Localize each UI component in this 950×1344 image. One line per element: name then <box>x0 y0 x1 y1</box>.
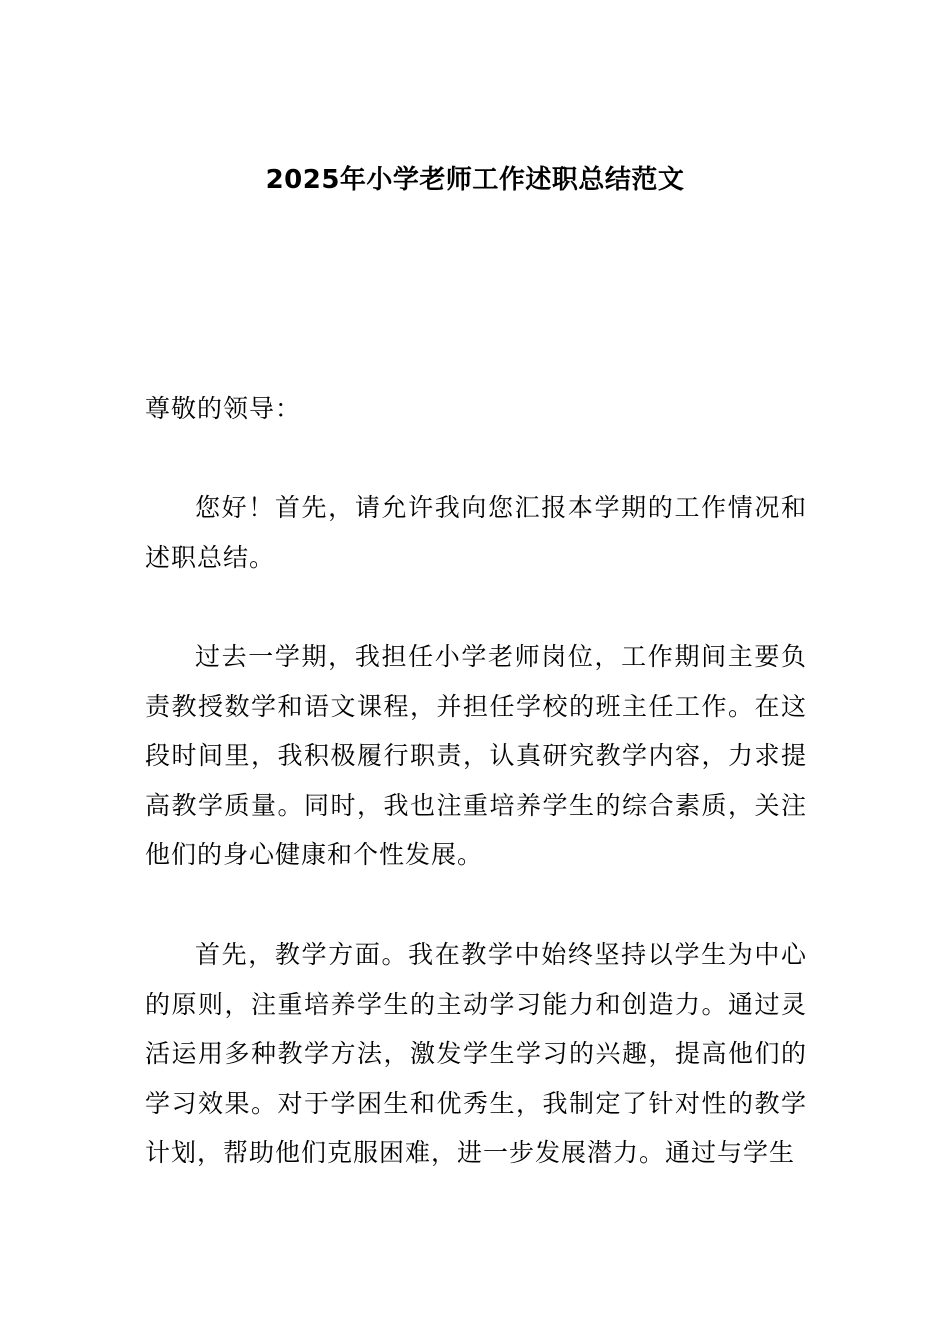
document-title: 2025年小学老师工作述职总结范文 <box>265 165 685 195</box>
paragraph-1: 您好！首先，请允许我向您汇报本学期的工作情况和述职总结。 <box>145 493 807 572</box>
paragraph-2: 过去一学期，我担任小学老师岗位，工作期间主要负责教授数学和语文课程，并担任学校的班主任工作。在这段时间里，我积极履行职责，认真研究教学内容，力求提高教学质量。同时，我也注重培养学生的综合素质，关注他们的身心健康和个性发展。 <box>145 642 807 869</box>
paragraph-3: 首先，教学方面。我在教学中始终坚持以学生为中心的原则，注重培养学生的主动学习能力和创造力。通过灵活运用多种教学方法，激发学生学习的兴趣，提高他们的学习效果。对于学困生和优秀生，我制定了针对性的教学计划，帮助他们克服困难，进一步发展潜力。通过与学生 <box>145 940 807 1167</box>
salutation: 尊敬的领导： <box>145 394 302 423</box>
